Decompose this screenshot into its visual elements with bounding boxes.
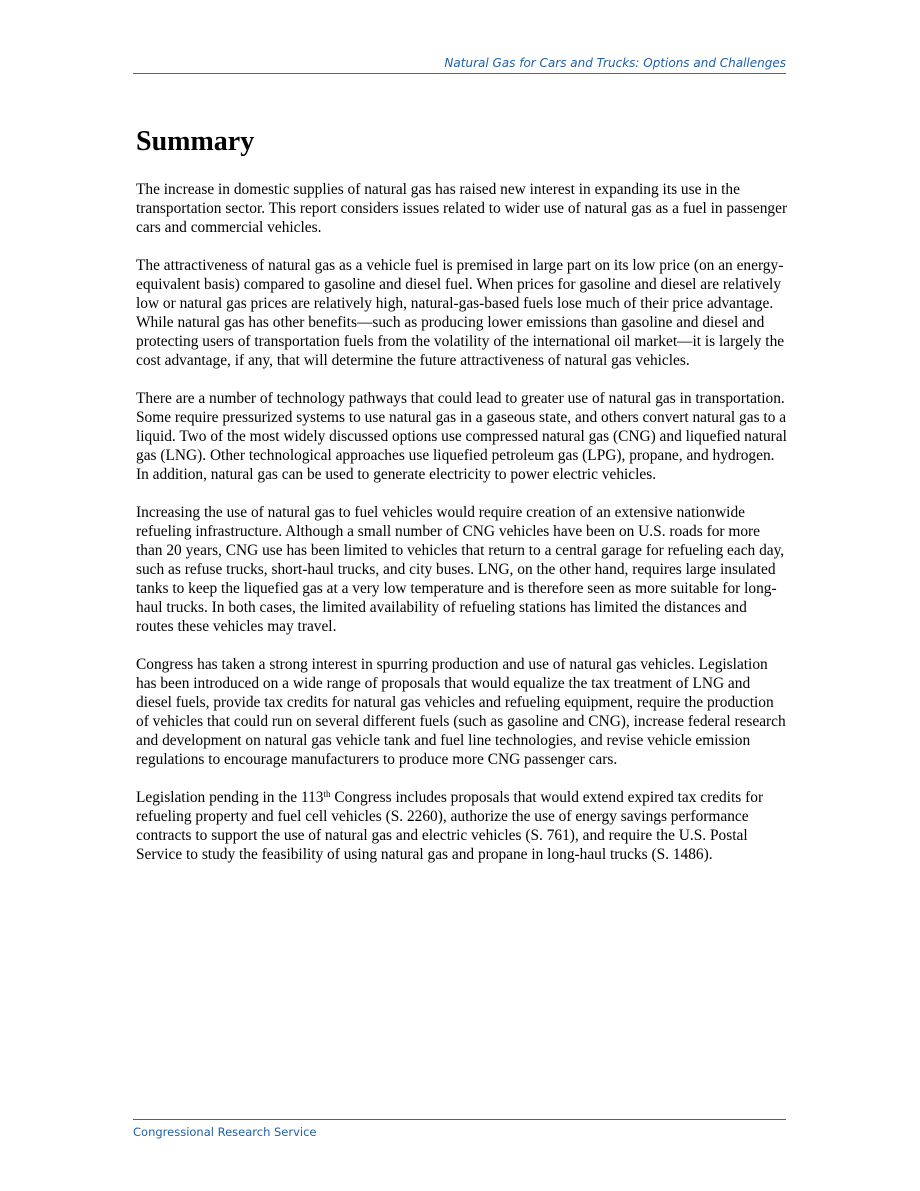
running-header [133, 54, 786, 74]
summary-paragraph-4: Increasing the use of natural gas to fuel vehicles would require creation of an extensive nationwide refueling infrastructure. Although a small number of CNG vehicles have been on U.S. roads for more than 20 years, CNG use has been limited to vehicles that return to a central garage for refueling each day, such as refuse trucks, short-haul trucks, and city buses. LNG, on the other hand, requires large insulated tanks to keep the liquefied gas at a very low temperature and is therefore seen as more suitable for long-haul trucks. In both cases, the limited availability of refueling stations has limited the distances and routes these vehicles may travel. [136, 504, 785, 635]
paragraph-prefix: Legislation pending in the 113 [136, 789, 324, 806]
summary-section [136, 124, 788, 883]
summary-paragraph-3: There are a number of technology pathways that could lead to greater use of natural gas in transportation. Some require pressurized systems to use natural gas in a gaseous state, and others convert natural gas to a liquid. Two of the most widely discussed options use compressed natural gas (CNG) and liquefied natural gas (LNG). Other technological approaches use liquefied petroleum gas (LPG), propane, and hydrogen. In addition, natural gas can be used to generate electricity to power electric vehicles. [136, 390, 787, 483]
summary-paragraph-6 [136, 788, 788, 864]
summary-paragraph-1: The increase in domestic supplies of natural gas has raised new interest in expanding its use in the transportation sector. This report considers issues related to wider use of natural gas as a fuel in passenger cars and commercial vehicles. [136, 181, 788, 236]
footer-publisher: Congressional Research Service [133, 1125, 317, 1139]
ordinal-superscript: th [323, 789, 331, 799]
section-heading: Summary [136, 126, 255, 157]
summary-paragraph-2: The attractiveness of natural gas as a vehicle fuel is premised in large part on its low price (on an energy-equivalent basis) compared to gasoline and diesel fuel. When prices for gasoline and diesel are relatively low or natural gas prices are relatively high, natural-gas-based fuels lose much of their price advantage. While natural gas has other benefits—such as producing lower emissions than gasoline and diesel and protecting users of transportation fuels from the volatility of the international oil market—it is largely the cost advantage, if any, that will determine the future attractiveness of natural gas vehicles. [136, 257, 785, 369]
summary-paragraph-5: Congress has taken a strong interest in spurring production and use of natural gas vehicles. Legislation has been introduced on a wide range of proposals that would equalize the tax treatment of LNG and diesel fuels, provide tax credits for natural gas vehicles and refueling equipment, require the production of vehicles that could run on several different fuels (such as gasoline and CNG), increase federal research and development on natural gas vehicle tank and fuel line technologies, and revise vehicle emission regulations to encourage manufacturers to produce more CNG passenger cars. [136, 656, 786, 768]
paragraph-suffix: Congress includes proposals that would extend expired tax credits for refueling property and fuel cell vehicles (S. 2260), authorize the use of energy savings performance contracts to support the use of natural gas and electric vehicles (S. 761), and require the U.S. Postal Service to study the feasibility of using natural gas and propane in long-haul trucks (S. 1486). [136, 789, 764, 863]
running-footer [133, 1119, 786, 1141]
report-title: Natural Gas for Cars and Trucks: Options and Challenges [444, 56, 786, 70]
